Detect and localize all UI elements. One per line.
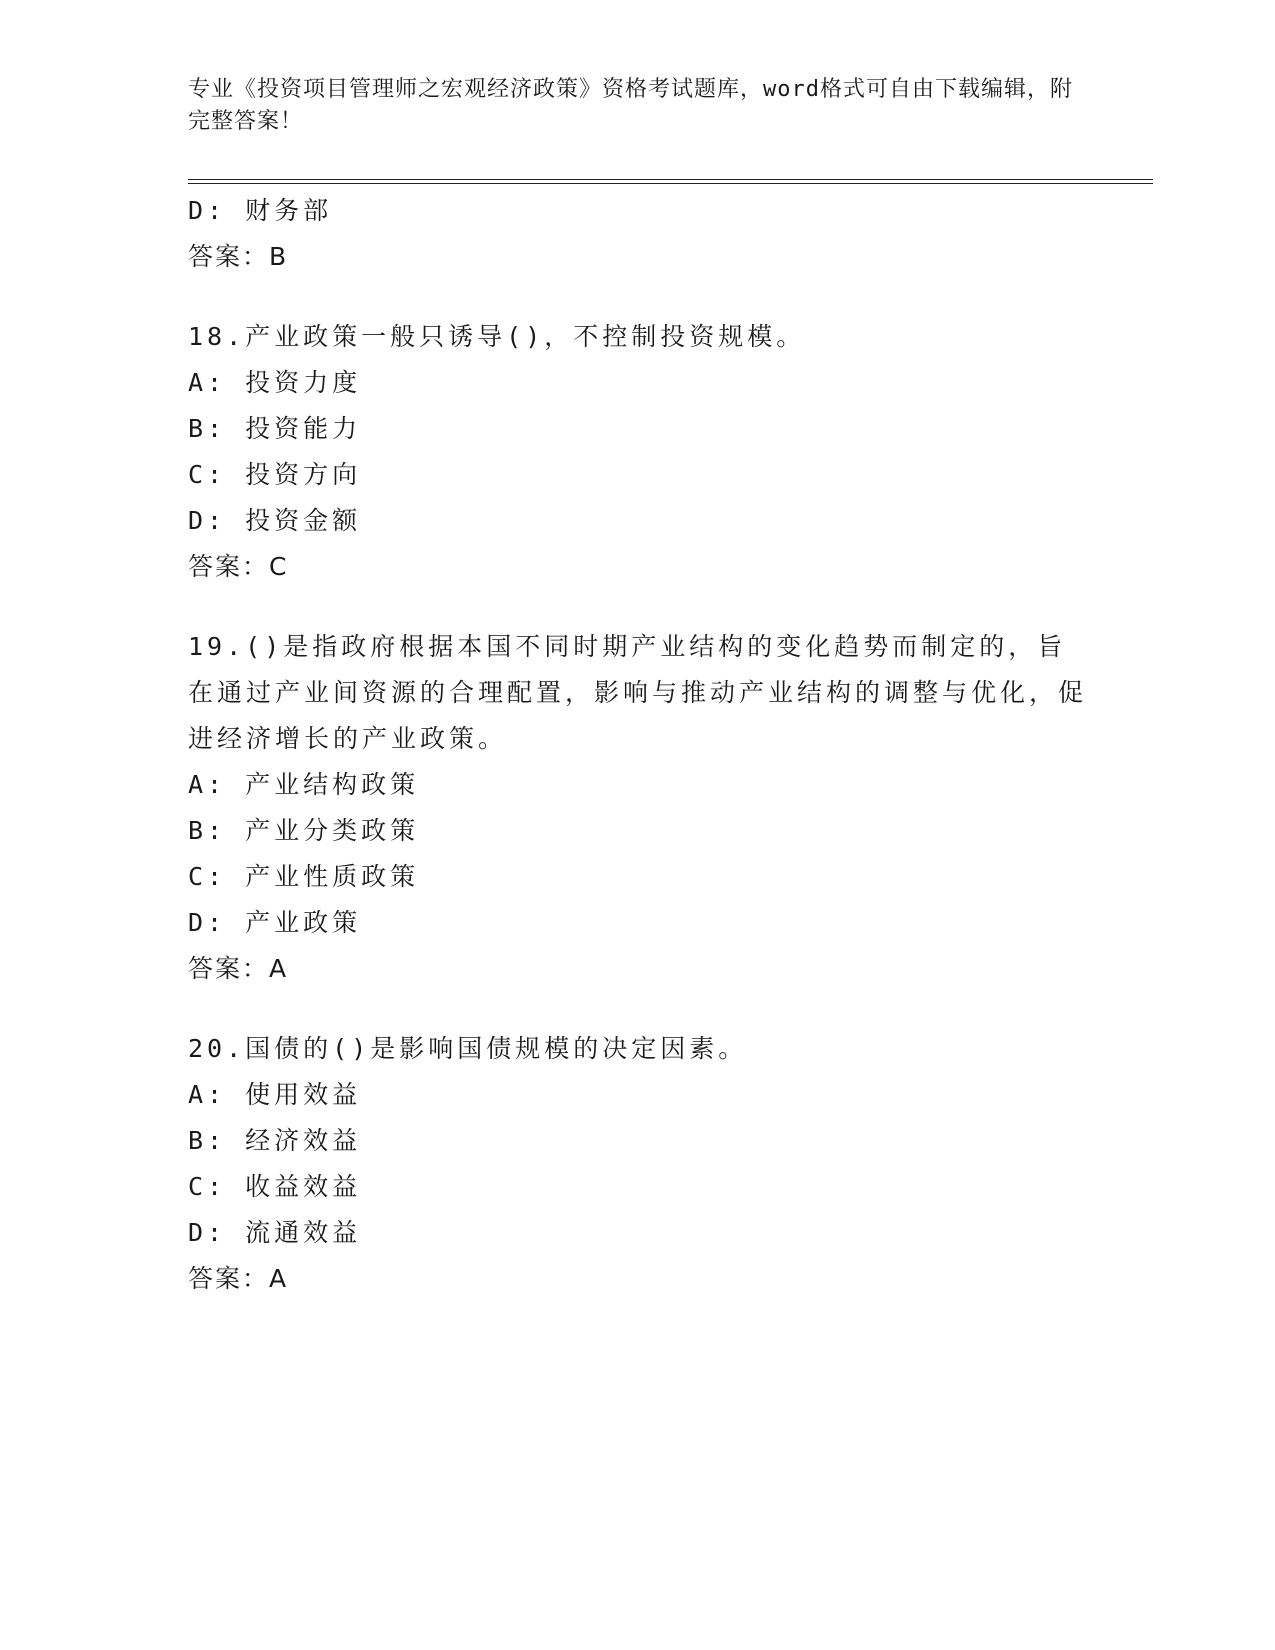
option-a: A: 使用效益	[188, 1080, 362, 1109]
option-b: B: 产业分类政策	[188, 816, 420, 845]
question-text: 18.产业政策一般只诱导()，不控制投资规模。	[188, 322, 806, 351]
option-c: C: 投资方向	[188, 460, 362, 489]
option-b: B: 投资能力	[188, 414, 362, 443]
question-20	[188, 1026, 1088, 1302]
option-d: D: 财务部	[188, 196, 333, 225]
answer-line: 答案：B	[188, 242, 289, 271]
page-header: 专业《投资项目管理师之宏观经济政策》资格考试题库，word格式可自由下载编辑，附完整答案！	[188, 77, 1073, 134]
option-c: C: 产业性质政策	[188, 862, 420, 891]
option-a: A: 产业结构政策	[188, 770, 420, 799]
option-a: A: 投资力度	[188, 368, 362, 397]
question-text: 20.国债的()是影响国债规模的决定因素。	[188, 1034, 748, 1063]
option-b: B: 经济效益	[188, 1126, 362, 1155]
answer-line: 答案：A	[188, 1264, 289, 1293]
option-d: D: 产业政策	[188, 908, 362, 937]
answer-line: 答案：A	[188, 954, 289, 983]
answer-line: 答案：C	[188, 552, 289, 581]
question-18	[188, 314, 1088, 590]
question-text: 19.()是指政府根据本国不同时期产业结构的变化趋势而制定的，旨在通过产业间资源的合理配置，影响与推动产业结构的调整与优化，促进经济增长的产业政策。	[188, 632, 1088, 753]
option-d: D: 投资金额	[188, 506, 362, 535]
document-body	[188, 188, 1088, 1302]
question-19	[188, 624, 1088, 992]
option-c: C: 收益效益	[188, 1172, 362, 1201]
header-divider	[188, 179, 1153, 184]
option-d: D: 流通效益	[188, 1218, 362, 1247]
